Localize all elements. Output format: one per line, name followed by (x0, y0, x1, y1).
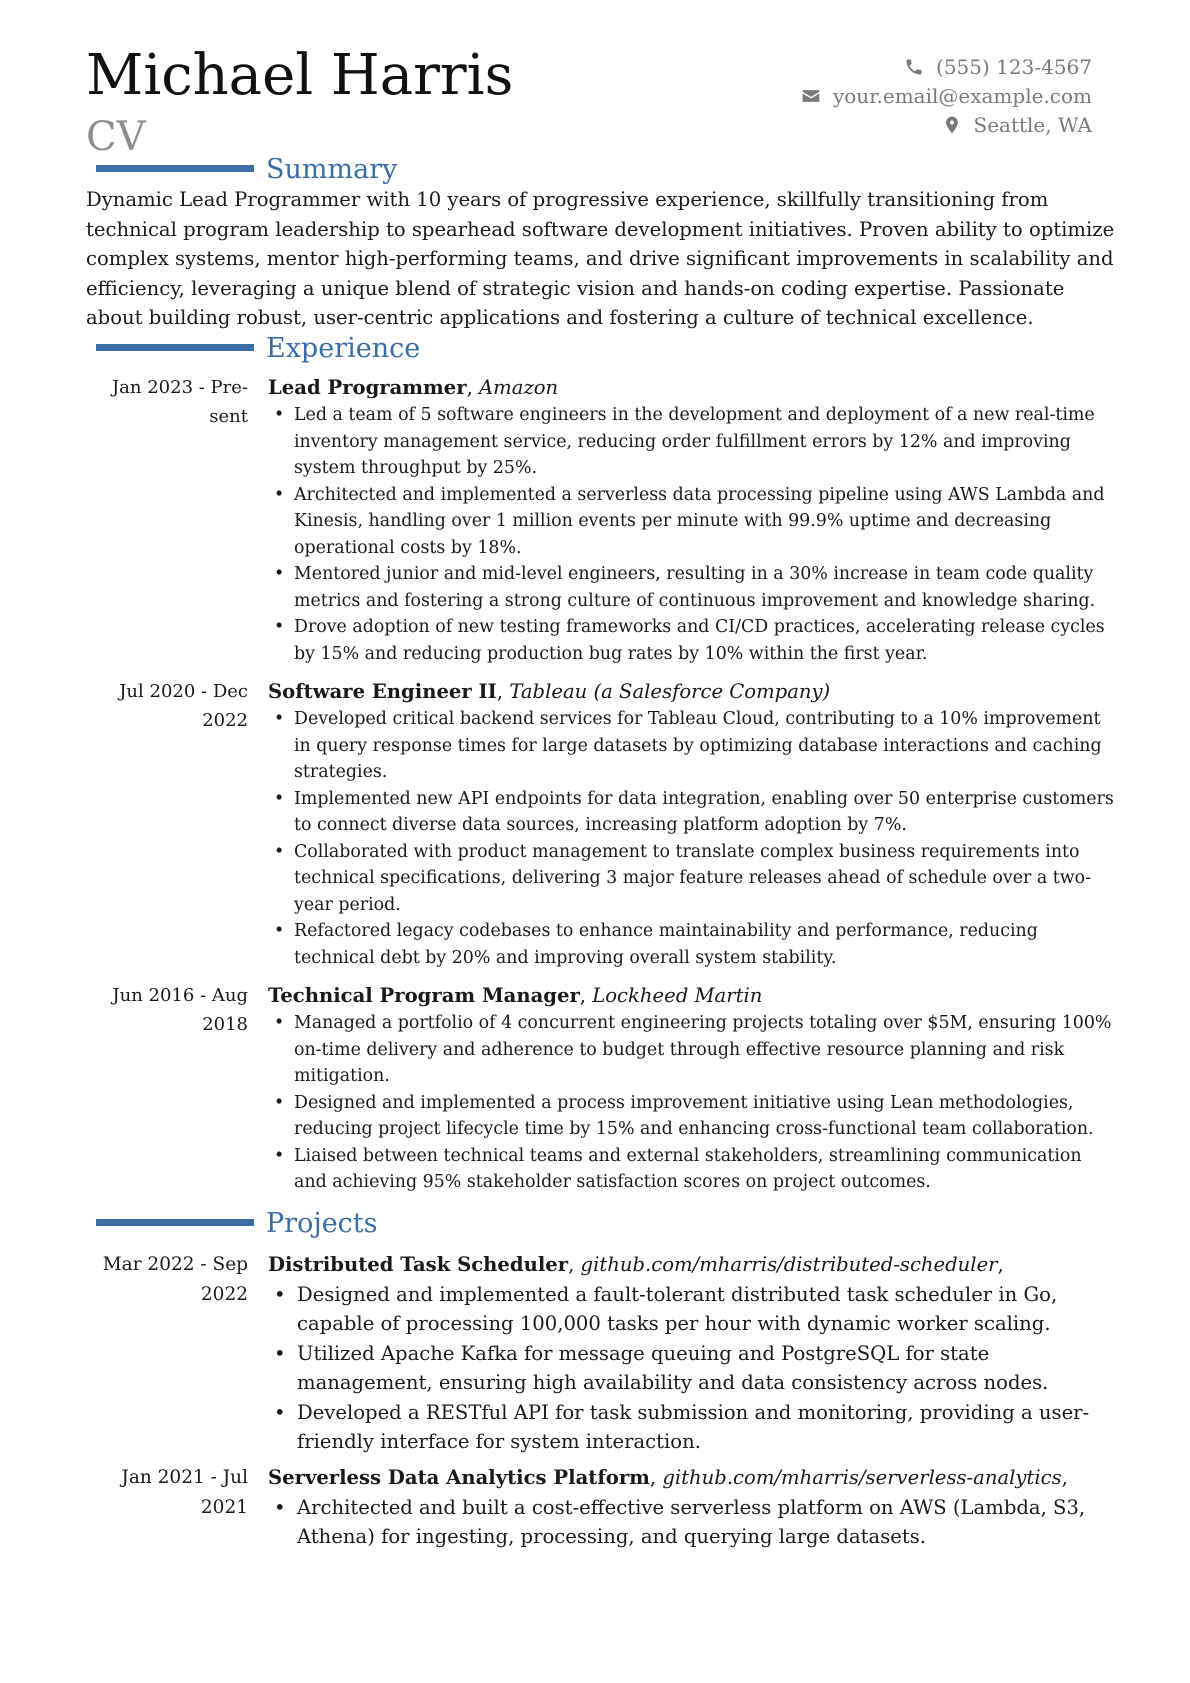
date-line: Mar 2022 - Sep (102, 1254, 248, 1275)
organization: Tableau (a Salesforce Company) (509, 680, 831, 703)
contact-phone[interactable] (732, 52, 1092, 81)
list-item: • Refactored legacy codebases to enhance maintainability and performance, reducing technical debt by 20% and improving overall system stability. (268, 918, 1116, 971)
organization: Lockheed Martin (592, 984, 763, 1007)
list-item: • Developed a RESTful API for task submission and monitoring, providing a user-friendly interface for system interaction. (268, 1398, 1116, 1457)
section-title-projects: Projects (266, 1208, 378, 1239)
section-title-experience: Experience (266, 333, 421, 364)
entry-date (86, 1250, 248, 1309)
date-line: Jun 2016 - Aug (112, 985, 248, 1006)
list-item: • Architected and built a cost-effective serverless platform on AWS (Lambda, S3, Athena) for ingesting, processing, and querying large datasets. (268, 1493, 1116, 1552)
role-title: Lead Programmer (268, 376, 467, 399)
role-title: Software Engineer II (268, 680, 497, 703)
list-item: • Mentored junior and mid-level engineers, resulting in a 30% increase in team code quality metrics and fostering a strong culture of continuous improvement and knowledge sharing. (268, 561, 1116, 614)
date-line: 2021 (200, 1496, 248, 1518)
entry-date (86, 677, 248, 735)
date-line: 2022 (202, 710, 248, 731)
contact-email[interactable] (732, 81, 1092, 110)
role-title: Technical Program Manager (268, 984, 580, 1007)
location-pin-icon (942, 115, 962, 135)
contact-email-text: your.email@example.com (832, 83, 1092, 108)
date-line: Jan 2023 - Pre- (111, 377, 248, 398)
project-link[interactable]: github.com/mharris/distributed-scheduler (580, 1253, 998, 1276)
cv-header (86, 43, 1092, 160)
contact-location (732, 110, 1092, 139)
list-item: • Collaborated with product management to translate complex business requirements into technical specifications, delivering 3 major feature releases ahead of schedule over a two-year period. (268, 839, 1116, 919)
summary-text: Dynamic Lead Programmer with 10 years of progressive experience, skillfully transitioning from technical program leadership to spearhead software development initiatives. Proven ability to optimize complex systems, mentor high-performing teams, and drive significant improvements in scalability and efficiency, leveraging a unique blend of strategic vision and hands-on coding expertise. Passionate about building robust, user-centric applications and fostering a culture of technical excellence. (86, 188, 1115, 329)
bullet-list (268, 1010, 1116, 1196)
phone-icon (904, 57, 924, 77)
list-item: • Designed and implemented a fault-tolerant distributed task scheduler in Go, capable of processing 100,000 tasks per hour with dynamic worker scaling. (268, 1280, 1116, 1339)
section-header-projects (96, 1207, 1096, 1247)
contact-phone-text: (555) 123-4567 (936, 54, 1092, 79)
date-line: 2022 (200, 1283, 248, 1305)
entry-heading: Technical Program Manager, Lockheed Martin (268, 984, 763, 1007)
list-item: • Developed critical backend services for Tableau Cloud, contributing to a 10% improvement in query response times for large datasets by optimizing database interactions and caching strategies. (268, 706, 1116, 786)
section-title-summary: Summary (266, 154, 398, 185)
organization: Amazon (479, 376, 559, 399)
bullet-list (268, 402, 1116, 667)
envelope-icon (801, 86, 821, 106)
bullet-list (268, 706, 1116, 971)
entry-date (86, 373, 248, 431)
list-item: • Architected and implemented a serverless data processing pipeline using AWS Lambda and Kinesis, handling over 1 million events per minute with 99.9% uptime and decreasing operational costs by 18%. (268, 482, 1116, 562)
list-item: • Led a team of 5 software engineers in the development and deployment of a new real-time inventory management service, reducing order fulfillment errors by 12% and improving system throughput by 25%. (268, 402, 1116, 482)
list-item: • Utilized Apache Kafka for message queuing and PostgreSQL for state management, ensuring high availability and data consistency across nodes. (268, 1339, 1116, 1398)
bullet-list (268, 1280, 1116, 1457)
section-accent-bar (96, 344, 254, 351)
entry-date (86, 1463, 248, 1522)
document-subtitle: CV (86, 114, 146, 160)
list-item: • Implemented new API endpoints for data integration, enabling over 50 enterprise customers to connect diverse data sources, increasing platform adoption by 7%. (268, 786, 1116, 839)
entry-heading: Software Engineer II, Tableau (a Salesforce Company) (268, 680, 831, 703)
contact-location-text: Seattle, WA (973, 112, 1092, 137)
project-title: Serverless Data Analytics Platform (268, 1466, 650, 1489)
list-item: • Liaised between technical teams and external stakeholders, streamlining communication and achieving 95% stakeholder satisfaction scores on project outcomes. (268, 1143, 1116, 1196)
entry-heading: Lead Programmer, Amazon (268, 376, 559, 399)
bullet-list (268, 1493, 1116, 1552)
entry-heading: Serverless Data Analytics Platform, github.com/mharris/serverless-analytics, (268, 1466, 1068, 1489)
person-name: Michael Harris (86, 43, 514, 108)
date-line: Jul 2020 - Dec (119, 681, 248, 702)
entry-heading: Distributed Task Scheduler, github.com/mharris/distributed-scheduler, (268, 1253, 1004, 1276)
section-accent-bar (96, 1219, 254, 1226)
date-line: 2018 (202, 1014, 248, 1035)
contact-block (732, 52, 1092, 139)
date-line: sent (209, 406, 248, 427)
date-line: Jan 2021 - Jul (121, 1467, 248, 1488)
project-link[interactable]: github.com/mharris/serverless-analytics (662, 1466, 1062, 1489)
project-title: Distributed Task Scheduler (268, 1253, 569, 1276)
section-accent-bar (96, 165, 254, 172)
entry-date (86, 981, 248, 1039)
list-item: • Designed and implemented a process improvement initiative using Lean methodologies, reducing project lifecycle time by 15% and enhancing cross-functional team collaboration. (268, 1090, 1116, 1143)
list-item: • Drove adoption of new testing frameworks and CI/CD practices, accelerating release cycles by 15% and reducing production bug rates by 10% within the first year. (268, 614, 1116, 667)
list-item: • Managed a portfolio of 4 concurrent engineering projects totaling over $5M, ensuring 100% on-time delivery and adherence to budget through effective resource planning and risk mitigation. (268, 1010, 1116, 1090)
section-header-experience (96, 332, 1096, 372)
